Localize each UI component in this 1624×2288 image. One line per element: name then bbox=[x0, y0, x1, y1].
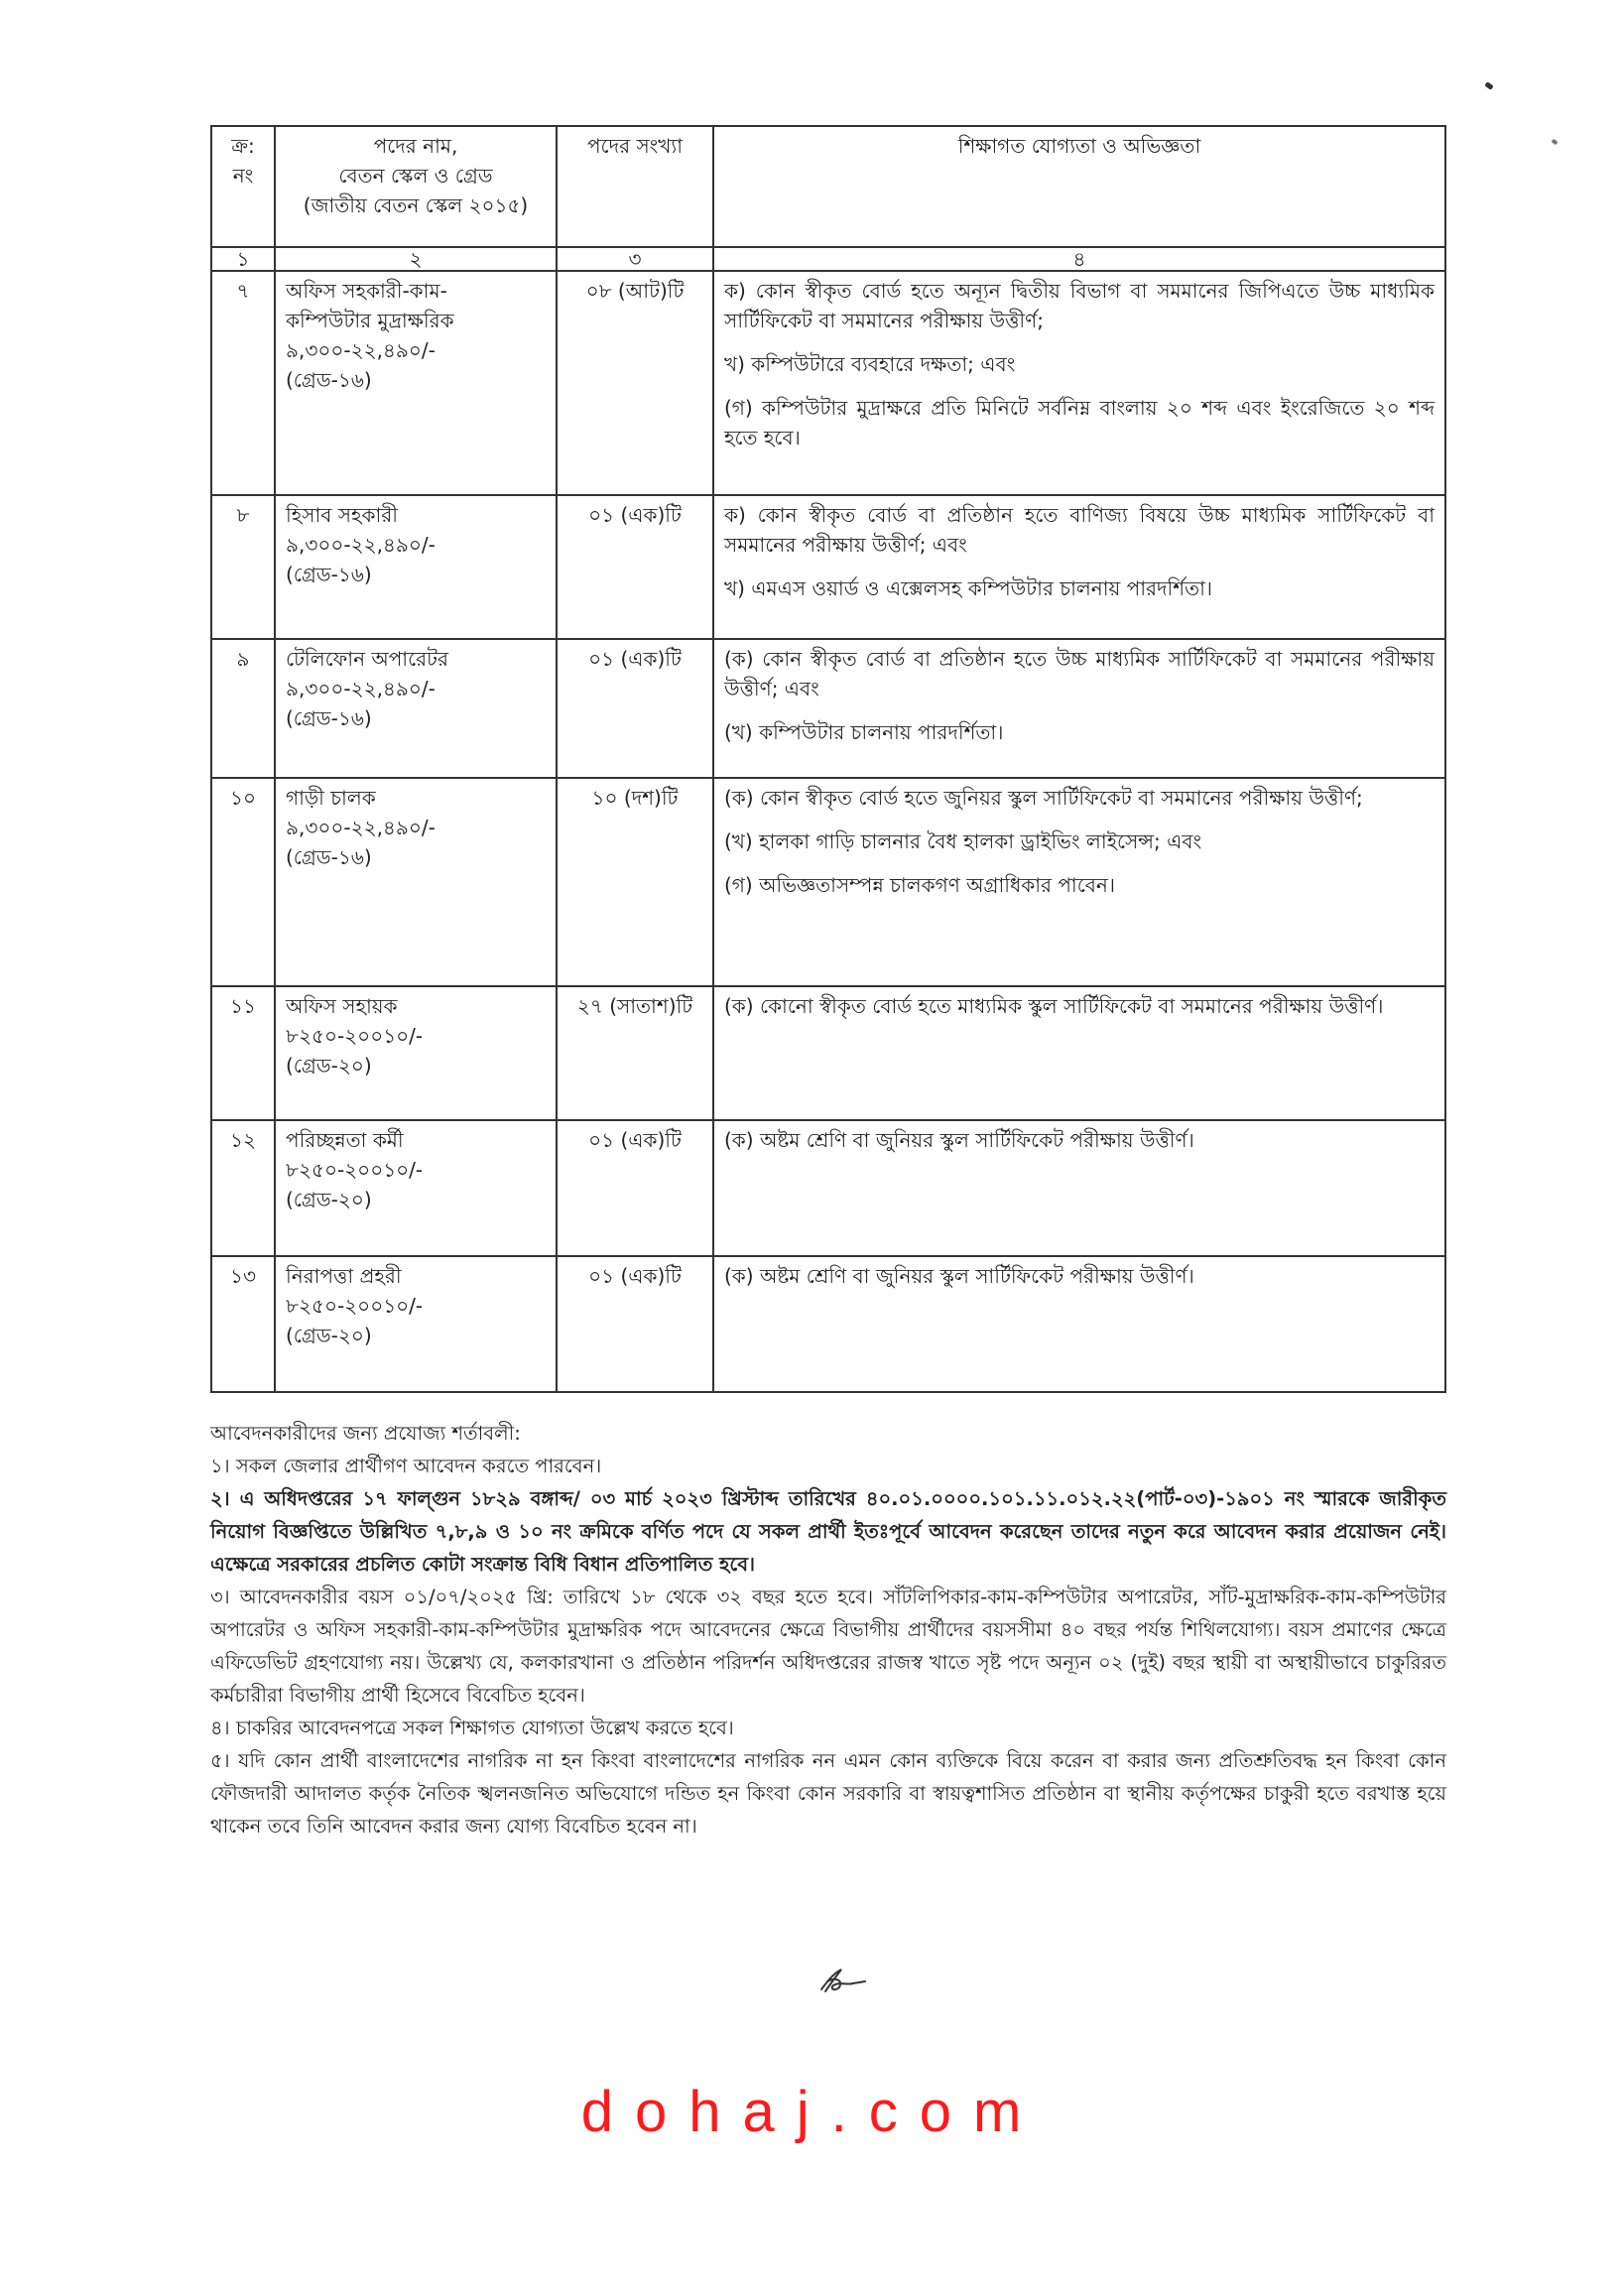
row-post bbox=[275, 1120, 557, 1256]
row-count: ০১ (এক)টি bbox=[557, 495, 713, 639]
pay-scale: ৮২৫০-২০০১০/- bbox=[286, 1158, 424, 1182]
watermark-text: dohaj.com bbox=[580, 2080, 1044, 2144]
pay-scale: ৯,৩০০-২২,৪৯০/- bbox=[286, 338, 436, 362]
row-count: ০১ (এক)টি bbox=[557, 1256, 713, 1392]
grade: (গ্রেড-১৬) bbox=[286, 563, 372, 586]
row-qualification bbox=[713, 1256, 1445, 1392]
row-serial: ৭ bbox=[211, 271, 275, 495]
qualification-item: (ক) অষ্টম শ্রেণি বা জুনিয়র স্কুল সার্টিফিকেট পরীক্ষায় উত্তীর্ণ। bbox=[724, 1128, 1194, 1152]
post-name: অফিস সহকারী-কাম- bbox=[286, 279, 447, 303]
row-qualification bbox=[713, 271, 1445, 495]
header-post-line: (জাতীয় বেতন স্কেল ২০১৫) bbox=[303, 193, 529, 217]
table-row bbox=[211, 495, 1445, 639]
row-serial: ১৩ bbox=[211, 1256, 275, 1392]
table-row bbox=[211, 639, 1445, 778]
table-header-row bbox=[211, 126, 1445, 247]
condition-item: ১। সকল জেলার প্রার্থীগণ আবেদন করতে পারবেন। bbox=[210, 1455, 602, 1477]
column-number: ২ bbox=[275, 247, 557, 271]
qualification-item: (গ) কম্পিউটার মুদ্রাক্ষরে প্রতি মিনিটে সর্বনিম্ন বাংলায় ২০ শব্দ এবং ইংরেজিতে ২০ শব্দ হতে হবে। bbox=[724, 396, 1435, 449]
grade: (গ্রেড-২০) bbox=[286, 1054, 372, 1078]
pay-scale: ৯,৩০০-২২,৪৯০/- bbox=[286, 677, 436, 700]
applicant-conditions bbox=[210, 1417, 1446, 1843]
qualification-item: ক) কোন স্বীকৃত বোর্ড বা প্রতিষ্ঠান হতে বাণিজ্য বিষয়ে উচ্চ মাধ্যমিক সার্টিফিকেট বা সমমানের পরীক্ষায় উত্তীর্ণ; এবং bbox=[724, 503, 1435, 557]
condition-item: ৪। চাকরির আবেদনপত্রে সকল শিক্ষাগত যোগ্যতা উল্লেখ করতে হবে। bbox=[210, 1716, 734, 1739]
qualification-item: (খ) কম্পিউটার চালনায় পারদর্শিতা। bbox=[724, 720, 1004, 744]
row-qualification bbox=[713, 986, 1445, 1120]
row-serial: ৯ bbox=[211, 639, 275, 778]
qualification-item: (ক) অষ্টম শ্রেণি বা জুনিয়র স্কুল সার্টিফিকেট পরীক্ষায় উত্তীর্ণ। bbox=[724, 1264, 1194, 1288]
header-count: পদের সংখ্যা bbox=[557, 126, 713, 247]
row-qualification bbox=[713, 1120, 1445, 1256]
post-name: পরিচ্ছন্নতা কর্মী bbox=[286, 1128, 404, 1152]
pay-scale: ৮২৫০-২০০১০/- bbox=[286, 1294, 424, 1318]
column-number: ৩ bbox=[557, 247, 713, 271]
grade: (গ্রেড-১৬) bbox=[286, 706, 372, 730]
table-row bbox=[211, 986, 1445, 1120]
qualification-item: (ক) কোনো স্বীকৃত বোর্ড হতে মাধ্যমিক স্কুল সার্টিফিকেট বা সমমানের পরীক্ষায় উত্তীর্ণ। bbox=[724, 994, 1384, 1018]
post-name: অফিস সহায়ক bbox=[286, 994, 398, 1018]
row-qualification bbox=[713, 495, 1445, 639]
row-serial: ১২ bbox=[211, 1120, 275, 1256]
row-post bbox=[275, 778, 557, 986]
grade: (গ্রেড-২০) bbox=[286, 1324, 372, 1347]
pay-scale: ৯,৩০০-২২,৪৯০/- bbox=[286, 816, 436, 839]
header-post bbox=[275, 126, 557, 247]
row-count: ০৮ (আট)টি bbox=[557, 271, 713, 495]
row-count: ১০ (দশ)টি bbox=[557, 778, 713, 986]
post-name: হিসাব সহকারী bbox=[286, 503, 398, 527]
column-number: ১ bbox=[211, 247, 275, 271]
table-row bbox=[211, 778, 1445, 986]
qualification-item: (ক) কোন স্বীকৃত বোর্ড বা প্রতিষ্ঠান হতে উচ্চ মাধ্যমিক সার্টিফিকেট বা সমমানের পরীক্ষায় উত্তীর্ণ; এবং bbox=[724, 647, 1435, 700]
grade: (গ্রেড-১৬) bbox=[286, 368, 372, 392]
row-count: ০১ (এক)টি bbox=[557, 639, 713, 778]
qualification-item: ক) কোন স্বীকৃত বোর্ড হতে অন্যূন দ্বিতীয় বিভাগ বা সমমানের জিপিএতে উচ্চ মাধ্যমিক সার্টিফিকেট বা সমমানের পরীক্ষায় উত্তীর্ণ; bbox=[724, 279, 1435, 332]
condition-item: ২। এ অধিদপ্তরের ১৭ ফাল্গুন ১৮২৯ বঙ্গাব্দ/ ০৩ মার্চ ২০২৩ খ্রিস্টাব্দ তারিখের ৪০.০১.০০০০.১০১.১১.০১২.২২(পার্ট-০৩)-১৯০১ নং স্মারকে জারীকৃত নিয়োগ বিজ্ঞপ্তিতে উল্লিখিত ৭,৮,৯ ও ১০ নং ক্রমিকে বর্ণিত পদে যে সকল প্রার্থী ইতঃপূর্বে আবেদন করেছেন তাদের নতুন করে আবেদন করার প্রয়োজন নেই। এক্ষেত্রে সরকারের প্রচলিত কোটা সংক্রান্ত বিধি বিধান প্রতিপালিত হবে। bbox=[210, 1487, 1446, 1576]
header-post-line: পদের নাম, bbox=[373, 134, 458, 158]
row-serial: ১১ bbox=[211, 986, 275, 1120]
condition-item: ৩। আবেদনকারীর বয়স ০১/০৭/২০২৫ খ্রি: তারিখে ১৮ থেকে ৩২ বছর হতে হবে। সাঁটলিপিকার-কাম-কম্পিউটার অপারেটর, সাঁট-মুদ্রাক্ষরিক-কাম-কম্পিউটার অপারেটর ও অফিস সহকারী-কাম-কম্পিউটার মুদ্রাক্ষরিক পদে আবেদনের ক্ষেত্রে বিভাগীয় প্রার্থীদের বয়সসীমা ৪০ বছর পর্যন্ত শিথিলযোগ্য। বয়স প্রমাণের ক্ষেত্রে এফিডেভিট গ্রহণযোগ্য নয়। উল্লেখ্য যে, কলকারখানা ও প্রতিষ্ঠান পরিদর্শন অধিদপ্তরের রাজস্ব খাতে সৃষ্ট পদে অন্যূন ০২ (দুই) বছর স্থায়ী বা অস্থায়ীভাবে চাকুরিরত কর্মচারীরা বিভাগীয় প্রার্থী হিসেবে বিবেচিত হবেন। bbox=[210, 1586, 1446, 1707]
row-qualification bbox=[713, 778, 1445, 986]
row-post bbox=[275, 986, 557, 1120]
table-row bbox=[211, 1256, 1445, 1392]
signature bbox=[813, 1960, 873, 1999]
grade: (গ্রেড-১৬) bbox=[286, 845, 372, 869]
pay-scale: ৯,৩০০-২২,৪৯০/- bbox=[286, 533, 436, 557]
row-qualification bbox=[713, 639, 1445, 778]
qualification-item: (খ) হালকা গাড়ি চালনার বৈধ হালকা ড্রাইভিং লাইসেন্স; এবং bbox=[724, 829, 1202, 853]
job-vacancy-table bbox=[210, 125, 1446, 1393]
row-post bbox=[275, 495, 557, 639]
table-row bbox=[211, 271, 1445, 495]
qualification-item: (ক) কোন স্বীকৃত বোর্ড হতে জুনিয়র স্কুল সার্টিফিকেট বা সমমানের পরীক্ষায় উত্তীর্ণ; bbox=[724, 786, 1363, 810]
scan-speck bbox=[1551, 139, 1558, 146]
row-count: ০১ (এক)টি bbox=[557, 1120, 713, 1256]
qualification-item: খ) এমএস ওয়ার্ড ও এক্সেলসহ কম্পিউটার চালনায় পারদর্শিতা। bbox=[724, 576, 1213, 600]
row-post bbox=[275, 271, 557, 495]
row-post bbox=[275, 639, 557, 778]
row-serial: ১০ bbox=[211, 778, 275, 986]
post-name: টেলিফোন অপারেটর bbox=[286, 647, 449, 671]
pay-scale: ৮২৫০-২০০১০/- bbox=[286, 1024, 424, 1048]
row-serial: ৮ bbox=[211, 495, 275, 639]
column-number-row bbox=[211, 247, 1445, 271]
table-row bbox=[211, 1120, 1445, 1256]
scan-speck bbox=[1484, 81, 1493, 90]
row-post bbox=[275, 1256, 557, 1392]
post-name: কম্পিউটার মুদ্রাক্ষরিক bbox=[286, 309, 454, 332]
header-post-line: বেতন স্কেল ও গ্রেড bbox=[338, 164, 493, 188]
header-qualification: শিক্ষাগত যোগ্যতা ও অভিজ্ঞতা bbox=[713, 126, 1445, 247]
qualification-item: (গ) অভিজ্ঞতাসম্পন্ন চালকগণ অগ্রাধিকার পাবেন। bbox=[724, 873, 1115, 897]
conditions-title: আবেদনকারীদের জন্য প্রযোজ্য শর্তাবলী: bbox=[210, 1422, 521, 1445]
grade: (গ্রেড-২০) bbox=[286, 1188, 372, 1211]
post-name: নিরাপত্তা প্রহরী bbox=[286, 1264, 402, 1288]
condition-item: ৫। যদি কোন প্রার্থী বাংলাদেশের নাগরিক না হন কিংবা বাংলাদেশের নাগরিক নন এমন কোন ব্যক্তিকে বিয়ে করেন বা করার জন্য প্রতিশ্রুতিবদ্ধ হন কিংবা কোন ফৌজদারী আদালত কর্তৃক নৈতিক স্খলনজনিত অভিযোগে দন্ডিত হন কিংবা কোন সরকারি বা স্বায়ত্বশাসিত প্রতিষ্ঠান বা স্থানীয় কর্তৃপক্ষের চাকুরী হতে বরখাস্ত হয়ে থাকেন তবে তিনি আবেদন করার জন্য যোগ্য বিবেচিত হবেন না। bbox=[210, 1749, 1446, 1838]
column-number: ৪ bbox=[713, 247, 1445, 271]
header-serial: ক্র: নং bbox=[211, 126, 275, 247]
qualification-item: খ) কম্পিউটারে ব্যবহারে দক্ষতা; এবং bbox=[724, 352, 1016, 376]
row-count: ২৭ (সাতাশ)টি bbox=[557, 986, 713, 1120]
post-name: গাড়ী চালক bbox=[286, 786, 376, 810]
